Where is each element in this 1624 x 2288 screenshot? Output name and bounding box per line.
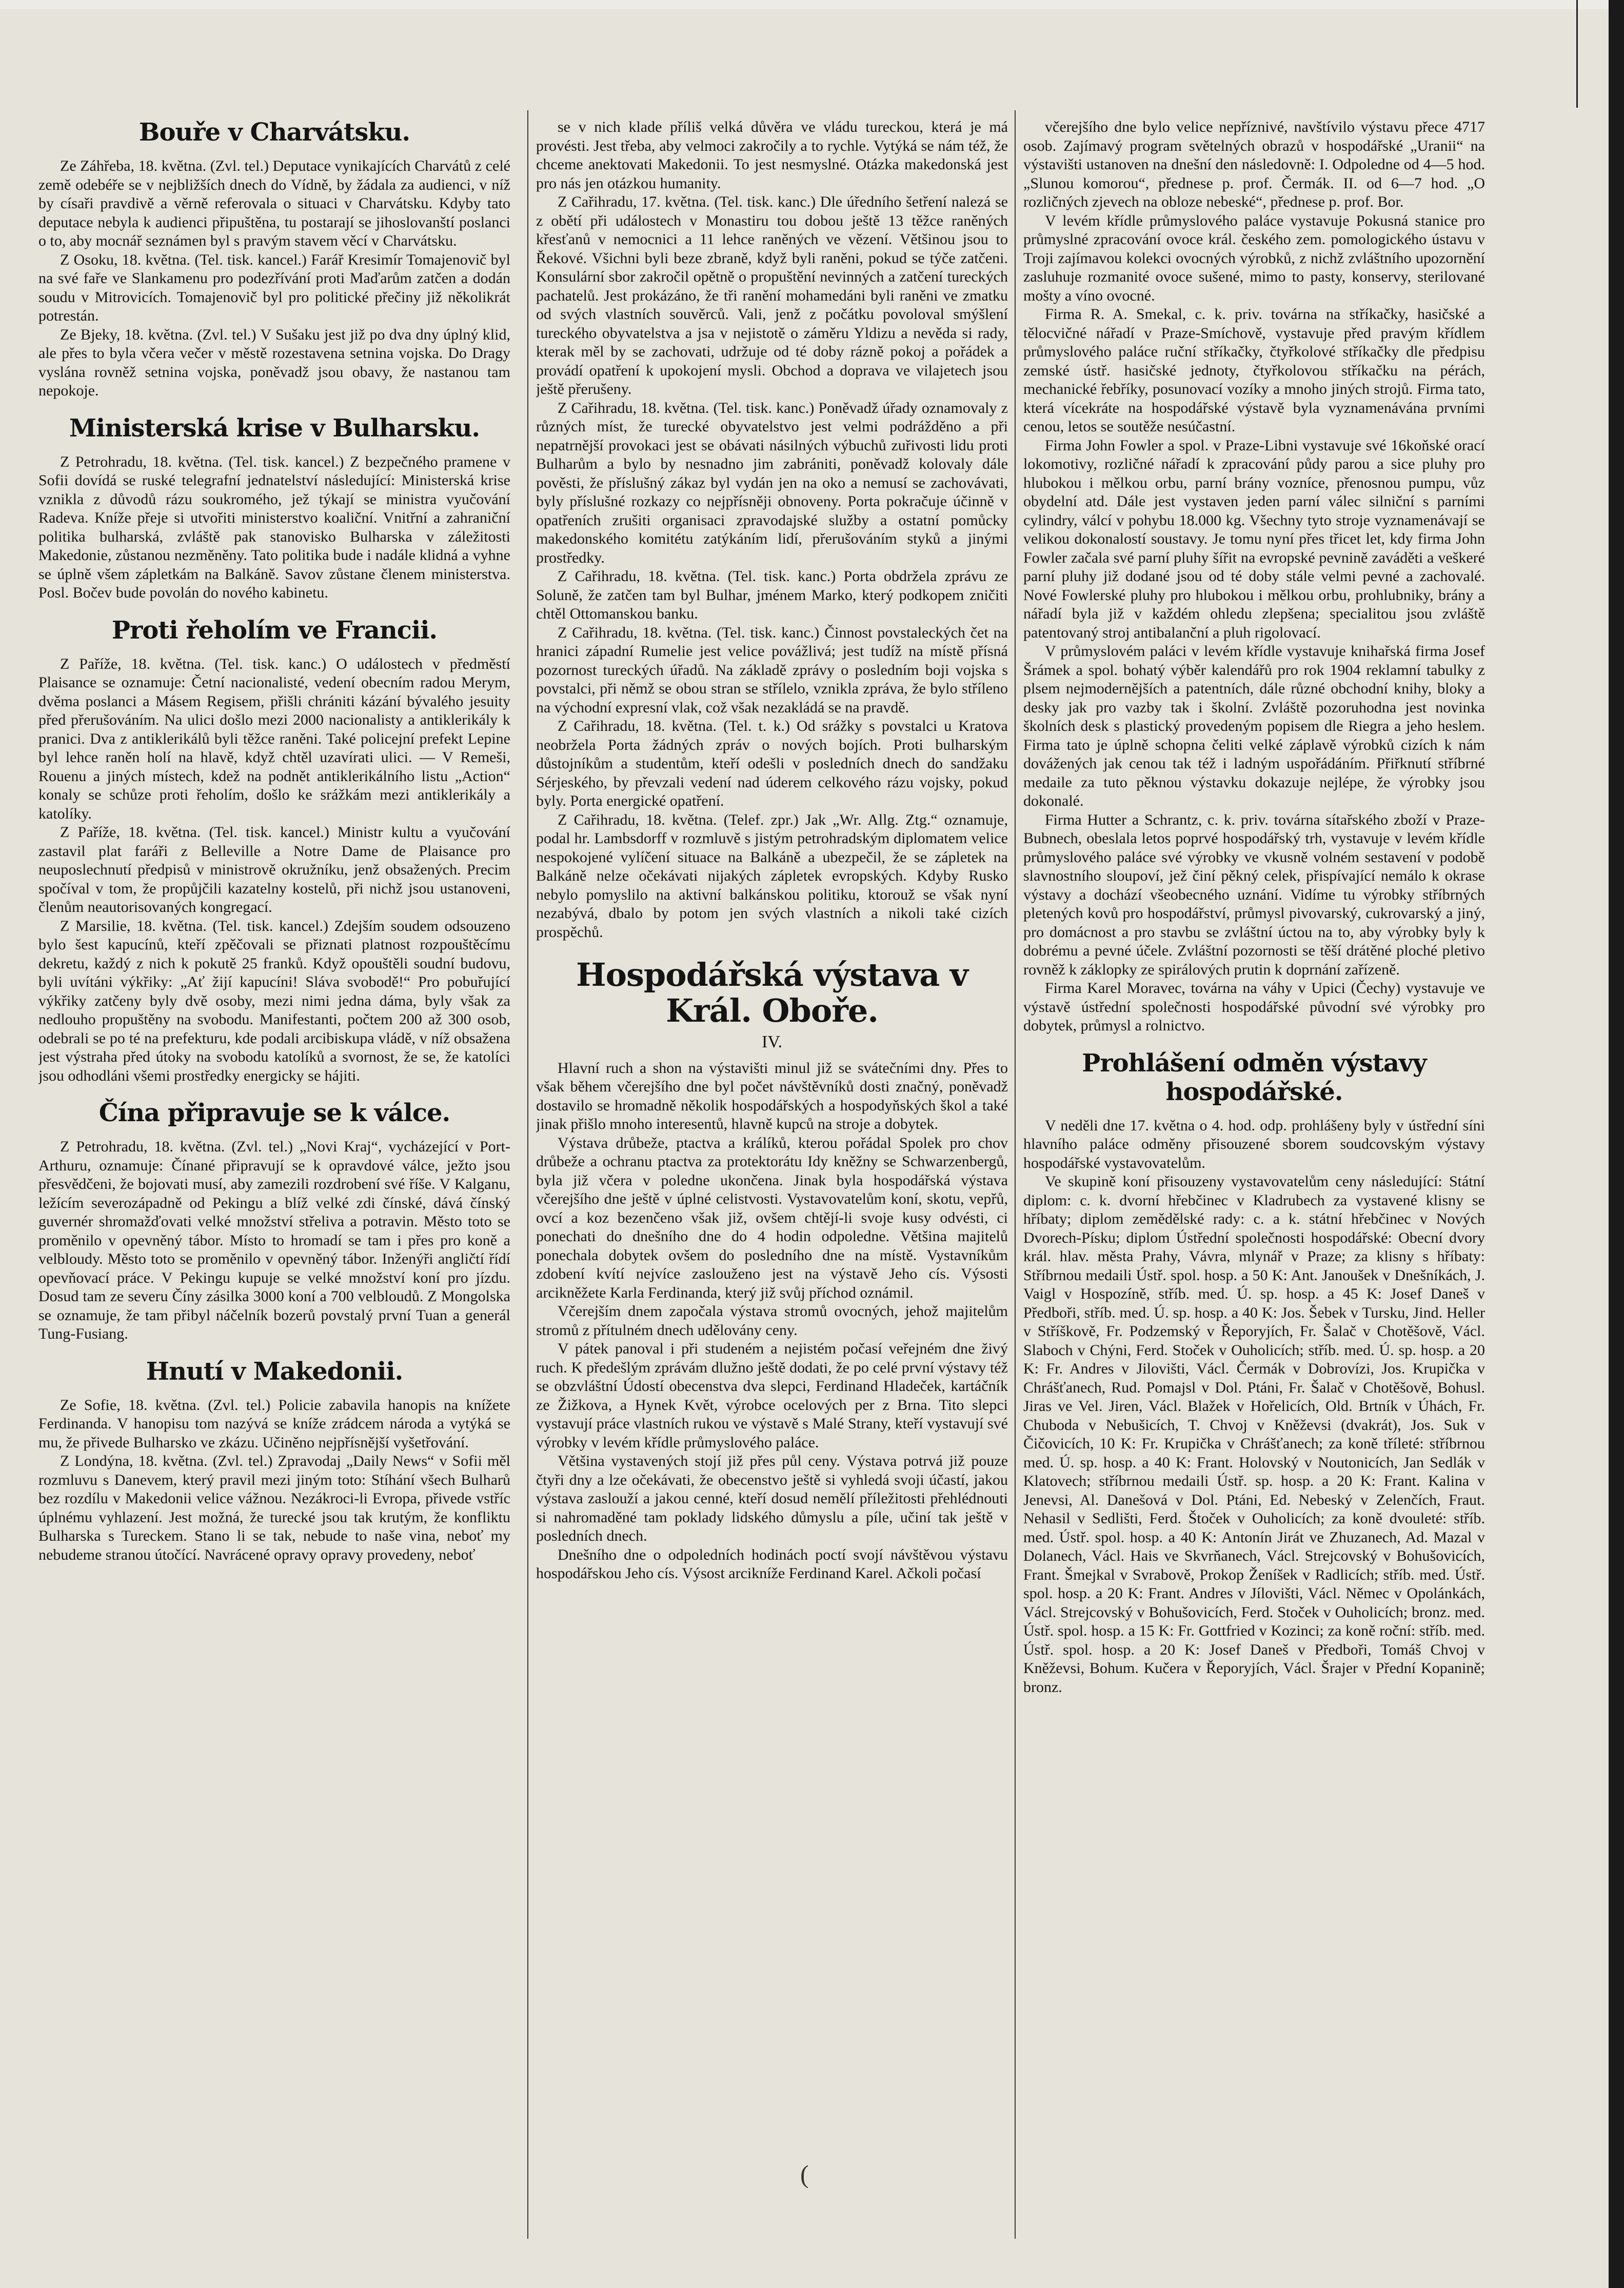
article-paragraph: Z Londýna, 18. května. (Zvl. tel.) Zpravodaj „Daily News“ v Sofii měl rozmluvu s Danevem, který pravil mezi jiným toto: Stíhání všech Bulharů bez rozdílu v Makedonii velice vážnou. Nezákroci-li Evropa, přivede vstříc úplnému vyhlazení. Jest možná, že turecké jsou tak krutým, že konfliktu Bulharska s Tureckem. Stano li se tak, nebude to naše vina, neboť my nebudeme stranou útočící. Navrácené opravy opravy provedeny, neboť [38,1453,510,1563]
scan-top-edge [0,0,1624,9]
article-headline: Hnutí v Makedonii. [146,1357,403,1386]
article-paragraph: Z Cařihradu, 18. května. (Tel. tisk. kanc.) Činnost povstaleckých čet na hranici západní Rumelie jest velice povážlivá; jest tudíž na místě přísná pozornost tureckých úřadů. Na základě zprávy o posledním boji vojska s povstalci, při němž se obou stran se střílelo, vznikla zpráva, že bylo střílenо na východní expresní vlak, což však nezakládá se na pravdě. [536,624,1008,716]
article-paragraph: Dnešního dne o odpoledních hodinách poctí svojí návštěvou výstavu hospodářskou Jeho cís. Výsost arcikníže Ferdinand Karel. Ačkoli počasí [536,1546,1008,1582]
article [38,414,510,603]
article-paragraph: Firma John Fowler a spol. v Praze-Libni vystavuje své 16koňské orací lokomotivy, rozličné nářadí k zpracování půdy parou a sice pluhy pro hlubokou i mělkou orbu, parní brány vozníce, přenosnou pumpu, vůz obydelní atd. Dále jest vystaven jeden parní válec silniční s parními cylindry, válcí v pohybu 18.000 kg. Všechny tyto stroje vyznamenávají se velikou dokonalostí soustavy. Je tomu nyní přes třicet let, kdy firma John Fowler začala své parní pluhy šířit na evropské pevnině zaváděti a veškeré parní pluhy již dodané jsou od té doby stále velmi pevné a zachovalé. Nové Fowlerské pluhy pro hlubokou i mělkou orbu, prohlubniky, brány a nářadí byla již v každém ohledu zlepšena; specialitou jsou zvláště patentovaný stroj antibalanční a pluh rigolovací. [1023,436,1485,641]
article-paragraph: Ve skupině koní přisouzeny vystavovatelům ceny následující: Státní diplom: c. k. dvorní hřebčinec v Kladrubech za vystavené klisny se hříbaty; diplom zemědělské rady: c. a k. státní hřebčinec v Nových Dvorech-Písku; diplom Ústřední společnosti hospodářské: Obecní dvory král. hlav. města Prahy, Vávra, mlynář v Praze; za klisny s hříbaty: Stříbrnou medaili Ústř. spol. hosp. a 50 K: Ant. Janoušek v Dnešníkách, J. Vaigl v Hospozíně, stříb. med. Ú. sp. hosp. a 45 K: Josef Daneš v Předboři, stříb. med. Ú. sp. hosp. a 40 K: Jos. Šebek v Tursku, Jind. Heller v Stříškově, Fr. Podzemský v Řeporyjích, Fr. Šalač v Chotěšově, Václ. Slaboch v Chýni, Ferd. Stoček v Ouholicích; stříb. med. Ú. sp. hosp. a 20 K: Fr. Andres v Jilovišti, Václ. Čermák v Dobrovízi, Jos. Krupička v Chrášťanech, Rud. Pomajsl v Dol. Ptáni, Fr. Šalač v Chotěšově, Bohusl. Jiras ve Vel. Jiren, Václ. Blažek v Hořelicích, Old. Brtník v Úhách, Fr. Chuboda v Nebušicích, T. Chvoj v Kněževsi (dvakrát), Jos. Suk v Čičovicích, 10 K: Fr. Krupička v Chrášťanech; za koně tříleté: stříbrnou med. Ú. sp. hosp. a 40 K: Frant. Holovský v Noutonicích, Jan Sedlák v Klatovech; stříbrnou medaili Ústř. sp. hosp. a 20 K: Frant. Kalina v Jenevsi, Al. Danešová v Dol. Ptáni, Ed. Nebeský v Zelenčích, Fraut. Nehasil v Sedlišti, Ferd. Štoček v Ouholicích; za koně dvouleté: stříb. med. Ústř. spol. hosp. a 40 K: Antonín Jirát ve Zhuzanech, Ad. Mazal v Dolanech, Václ. Hais ve Skvrňanech, Václ. Strejcovský v Bohušovicích, Frant. Šmejkal v Svrabově, Prokop Ženíšek v Radlicích; stříb. med. Ústř. spol. hosp. a 20 K: Frant. Andres v Jílovišti, Václ. Němec v Opolánkách, Václ. Strejcovský v Bohušovicích, Ferd. Stoček v Ouholicích; bronz. med. Ústř. spol. hosp. a 15 K: Fr. Gottfried v Kozinci; za koně roční: stříb. med. Ústř. spol. hosp. a 20 K: Josef Daneš v Předboři, Tomáš Chvoj v Kněževsi, Bohum. Kučera v Řeporyjích, Václ. Šrajer v Přední Kopanině; bronz. [1023,1173,1485,1696]
article-paragraph: Ze Sofie, 18. května. (Zvl. tel.) Policie zabavila hanopis na knížete Ferdinanda. V hanopisu tom nazývá se kníže zrádcem národa a vytýká se mu, že přivede Bulharsko ve zkázu. Učiněno nejpřísnější vyšetřování. [38,1396,510,1451]
column-right [1023,118,1485,2241]
article-paragraph: Z Paříže, 18. května. (Tel. tisk. kanc.) O událostech v předměstí Plaisance se oznamuje: Četní nacionalisté, vedení obecním radou Merym, dvěma poslanci a Másem Regisem, přišli chrániti kázání bývalého jesuity před přerušováním. Na ulici došlo mezi 2000 nacionalisty a antiklerikály k pranici. Dva z antiklerikálů byli těžce raněni. Také policejní prefekt Lepine byl lehce raněn holí na hlavě, když chtěl uzavírati ulici. — V Remeši, Rouenu a jiných místech, kdež na podnět antiklerikálního listu „Action“ konaly se schůze proti řeholím, došlo ke srážkám mezi antiklerikály a katolíky. [38,655,510,822]
article-paragraph: Výstava drůbeže, ptactva a králíků, kterou pořádal Spolek pro chov drůbeže a ochranu ptactva za protektorátu Idy kněžny se Schwarzenbergů, byla již včera v poledne ukončena. Jinak byla hospodářská výstava včerejšího dne ještě v úplné celistvosti. Vystavovatelům koní, skotu, vepřů, ovcí a koz bezenčeno však již, ovšem chtějí-li svoje kusy odvésti, ci ponechati do dnešního dne do 4 hodin odpoledne. Většina majitelů ponechala dobytek ovšem do posledního dne na místě. Vystavníkům zdobení kvítí nejvíce zaslouženo jest na výstavě Jeho cís. Výsosti arcikněžete Karla Ferdinanda, který již svůj příchod oznámil. [536,1134,1008,1301]
article-paragraph: Z Cařihradu, 18. května. (Telef. zpr.) Jak „Wr. Allg. Ztg.“ oznamuje, podal hr. Lambsdorff v rozmluvě s jistým petrohradským diplomatem velice nespokojené vylíčení situace na Balkáně a ubezpečil, že se zápletek na Balkáně nelze očekávati nijakých zápletek evropských. Kdyby Rusko nebylo pomyslilo na aktivní balkánskou politiku, ktorouž se však nyní nezabývá, dbalo by potom jen svých vlastních a nikoli také cizích prospěchů. [536,811,1008,941]
article-paragraph: Z Cařihradu, 18. května. (Tel. tisk. kanc.) Porta obdržela zprávu ze Soluně, že zatčen tam byl Bulhar, jménem Marko, který podkopem zničiti chtěl Ottomanskou banku. [536,568,1008,622]
article [38,118,510,401]
article-paragraph: se v nich klade příliš velká důvěra ve vládu tureckou, která je má provésti. Jest třeba, aby velmoci zakročily a to rychle. Vytýká se nám též, že chceme anektovati Makedonii. To jest nesmyslné. Otázka makedonská jest pro nás jen otázkou humanity. [536,118,1008,192]
margin-bracket-mark [1576,0,1602,108]
article-headline: Prohlášení odměn výstavy hospodářské. [1082,1048,1427,1106]
article-paragraph: Z Cařihradu, 17. května. (Tel. tisk. kanc.) Dle úředního šetření nalezá se z obětí při událostech v Monastiru tou dobou ještě 13 těžce raněných křesťanů v nemocnici a 11 lehce raněných ve vězení. Většinou jsou to Řekové. Všichni byli beze zbraně, když byli raněni, pokud se týče zatčeni. Konsulární sbor zakročil opětně o propuštění nevinných a zatčení tureckých pachatelů. Jest prokázáno, že tři ranění mohamedáni byli raněni ve zmatku od svých vlastních souvěrců. Vali, jenž z počátku povoloval smýšlení tureckého obyvatelstva a jsa v nejistotě o záměru Yldizu a nevěda si rady, kterak měl by se zachovati, udržuje od té doby rázně pokoj a pořádek a provádí opatření k upokojení mysli. Obchod a doprava ve vilajetech jsou ještě přerušeny. [536,193,1008,397]
scan-right-edge [1609,0,1624,2288]
page-bottom-mark: ( [800,2160,809,2188]
article [38,616,510,1086]
article-paragraph: Firma Karel Moravec, továrna na váhy v Upici (Čechy) vystavuje ve výstavě ústřední společnosti hospodářské původní své výrobky pro dobytek, průmysl a rolnictvo. [1023,980,1485,1034]
article-paragraph: Většina vystavených stojí již přes půl ceny. Výstava potrvá již pouze čtyři dny a lze očekávati, že obecenstvo ještě si vyhledá svoji účastí, jakou výstava zaslouží a jakou cenné, kteří dosud nemělí příležitosti přehlédnouti si nahromaděné tam poklady lidského důmyslu a píle, učiní tak ještě v posledních dnech. [536,1453,1008,1544]
article-paragraph: včerejšího dne bylo velice nepříznivé, navštívilo výstavu přece 4717 osob. Zajímavý program světelných obrazů v hospodářské „Uranii“ na výstavišti ustanoven na dnešní den následovně: I. Odpoledne od 4—5 hod. „Slunou komorou“, přednese p. prof. Čermák. II. od 6—7 hod. „O rozličných zjevech na obloze nebeské“, přednese p. prof. Bor. [1023,118,1485,210]
article-paragraph: Z Petrohradu, 18. května. (Zvl. tel.) „Novi Kraj“, vycházející v Port-Arthuru, oznamuje: Čínané připravují se k opravdové válce, ježto jsou přesvědčeni, že bojovati musí, aby zamezili rozdrobení své říše. V Kalganu, ležícím severozápadně od Pekingu a blíž velké zdi čínské, dává čínský guvernér shromažďovati velké množství střeliva a potravin. Město toto se proměnilo v opevněný tábor. Místo to hromadí se tam i přes pro koně a velbloudy. Město toto se proměnilo v opevněný tábor. Inženýři angličtí řídí opevňovací práce. V Pekingu kupuje se velké množství koní pro jízdu. Dosud tam ze severu Číny zásilka 3000 koní a 700 velbloudů. Z Mongolska se oznamuje, že tam přibyl náčelník bozerů povstalý první Tuan a generál Tung-Fusiang. [38,1138,510,1342]
article-paragraph: V průmyslovém paláci v levém křídle vystavuje knihařská firma Josef Šrámek a spol. bohatý výběr kalendářů pro rok 1904 reklamní tabulky z plsem nejmodernějších a patentních, dále různé obchodní knihy, bloky a desky jak pro vazby tak i školní. Zvláště pozoruhodna jest novinka školních desk s plastický provedeným popisem dle Riegra a jeho heslem. Firma tato je úplně schopna čeliti velké záplavě výrobků cizích k nám dovážených jak cenou tak též i ladným uspořádáním. Přiřknutí stříbrné medaile za tuto pěknou výstavku dokazuje nejlépe, že výrobky jsou dokonalé. [1023,643,1485,809]
article-paragraph: V neděli dne 17. května o 4. hod. odp. prohlášeny byly v ústřední síni hlavního paláce odměny přisouzené sborem soudcovským výstavy hospodářské vystavovatelům. [1023,1117,1485,1171]
article-paragraph: Ze Záhřeba, 18. května. (Zvl. tel.) Deputace vynikajících Charvátů z celé země odebéře se v nejbližších dnech do Vídně, by žádala za audienci, v níž by císaři pravdivě a věrně referovala o situaci v Charvátsku. Kdyby tato deputace nebyla k audienci připuštěna, tu postarají se jihoslovanští poslanci o to, aby mocnář seznámen byl s pravým stavem věcí v Charvátsku. [38,157,510,249]
article-paragraph: Ze Bjeky, 18. května. (Zvl. tel.) V Sušaku jest již po dva dny úplný klid, ale přes to byla včera večer v městě rozestavena setnina vojska. Do Dragy vyslána rovněž setnina vojska, poněvadž jsou obavy, že nastanou tam nepokoje. [38,326,510,399]
article [38,1357,510,1565]
column-middle [536,118,1008,2241]
article-paragraph: Z Paříže, 18. května. (Tel. tisk. kancel.) Ministr kultu a vyučování zastavil plat faráři z Belleville a Notre Dame de Plaisance pro neuposlechnutí předpisů v ministrově okružníku, jenž obsažených. Precim spočíval v tom, že propůjčili kazatelny kostelů, při nichž jsou ustanoveni, členům neautorisovaných kongregací. [38,824,510,916]
article-paragraph: Z Marsilie, 18. května. (Tel. tisk. kancel.) Zdejším soudem odsouzeno bylo šest kapucínů, kteří zpěčovali se přiznati platnost rozpouštěcímu dekretu, každý z nich k pokutě 25 franků. Když opouštěli soudní budovu, byli uvítáni výkřiky: „Ať žijí kapucíni! Sláva svobodě!“ Pro pobuřující výkřiky zatčeny byly dvě osoby, mezi nimi jedna dáma, byly však za nedlouho propuštěny na svobodu. Manifestanti, počtem 200 až 300 osob, odebrali se po té na prefekturu, kde podali arcibiskupa vládě, v níž obsažena jest výstraha před útoky na svobodu katolíků a svornost, že se, že katolíci jsou odhodláni všemi prostředky energicky se hájiti. [38,917,510,1084]
article-paragraph: Firma Hutter a Schrantz, c. k. priv. továrna sítařského zboží v Praze-Bubnech, obeslala letos poprvé hospodářský trh, vystavuje v levém křídle průmyslového paláce své výrobky ve vkusně volném sestavení v podobě slavnostního sloupoví, jež činí pěkný celek, přispívající nemálo k okrase výstavy a dochází všeobecného uznání. Vidíme tu výrobky stříbrných pletených kovů pro hospodářství, průmysl pivovarský, cukrovarský a jiný, pro domácnost a pro stavbu se zvláštní úctou na to, aby výrobky byly k dobrému a pevné účele. Zvláštní pozornosti se těší drátěné ploché pletivo rovněž k záklopky ze spirálových prutin k doprnání zařízeně. [1023,811,1485,978]
article-headline: Hospodářská výstava v Král. Oboře. [576,956,968,1029]
article-part-number: IV. [762,1032,782,1051]
article [1023,1049,1485,1697]
article-headline: Bouře v Charvátsku. [138,118,410,147]
column-left [38,118,510,2241]
article-paragraph: Z Petrohradu, 18. května. (Tel. tisk. kancel.) Z bezpečného pramene v Sofii dovídá se ruské telegrafní jednatelství následující: Ministerská krise vznikla z důvodů rázu soukromého, jež týkají se ministra vyučování Radeva. Kníže přeje si utvořiti ministerstvo koaliční. Vnitřní a zahraniční politika bulharská, zvláště pak stanovisko Bulharska v záležitosti Makedonie, zůstanou nezměněny. Tato politika bude i nadále klidná a vyhne se úplně všem zápletkám na Balkáně. Savov zůstane členem ministerstva. Posl. Bočev bude povolán do nového kabinetu. [38,453,510,601]
article-headline: Ministerská krise v Bulharsku. [69,413,480,443]
article-paragraph: Firma R. A. Smekal, c. k. priv. továrna na stříkačky, hasičské a tělocvičné nářadí v Praze-Smíchově, vystavuje před pravým křídlem průmyslového paláce ruční stříkačky, čtyřkolové stříkačky dle předpisu zemské ústř. hasičské jednoty, čtyřkolovou stříkačku na pérách, mechanické řebříky, posunovací vozíky a mnoho jiných strojů. Firma tato, která vícekráte na hospodářské výstavě byla vyznamenávána prvními cenou, letos se soutěže nesúčastní. [1023,306,1485,435]
article-paragraph: Z Cařihradu, 18. května. (Tel. t. k.) Od srážky s povstalci u Kratova neobržela Porta žádných zpráv o nových bojích. Proti bulharským důstojníkům a studentům, kteří odešli v posledních dnech do sandžaku Sérjeského, by převzali vedení nad úderem celkového rázu vojsky, pokud byly. Porta energické opatření. [536,718,1008,809]
article-paragraph: Z Cařihradu, 18. května. (Tel. tisk. kanc.) Poněvadž úřady oznamovaly z různých míst, že turecké obyvatelstvo jest velmi podrážděno a při nepatrnější provokaci jest se obávati násilných výbuchů zuřivosti lidu proti Bulharům a bylo by nesnadno jim zabrániti, poněvadž kolovaly dále pověsti, že příslušný zákaz byl vydán jen na oko a nemusí se zachovávati, byly příslušné rozkazy co nejpřísněji obnoveny. Porta pokračuje účinně v opatřeních zrušiti organisaci zpravodajské služby a ostatní pomůcky makedonského komitétu zatýkáním lidí, přerušováním styků a jinými prostředky. [536,399,1008,566]
article-paragraph: Hlavní ruch a shon na výstavišti minul již se svátečními dny. Přes to však během včerejšího dne byl počet návštěvníků dosti značný, poněvadž dostavilo se hromadně několik hospodářských a hospodyňských škol a také jinak přišlo mnoho interesentů, hlavně kupců na stroje a dobytek. [536,1059,1008,1132]
article [536,118,1008,942]
article-headline: Čína připravuje se k válce. [98,1099,450,1127]
article [536,1546,1008,1583]
article-paragraph: Včerejším dnem započala výstava stromů ovocných, jehož majitelům stromů z přítulném dnech udělovány ceny. [536,1303,1008,1339]
article-paragraph: V levém křídle průmyslového paláce vystavuje Pokusná stanice pro průmyslné zpracování ovoce král. českého zem. pomologického ústavu v Troji zajímavou kolekci ovocných výrobků, z nichž zvláštního upozornění zasluhuje rozmanité ovoce sušené, mimo to pasty, konservy, sterilované mošty a víno ovocné. [1023,212,1485,304]
article-headline: Proti řeholím ve Francii. [111,615,438,645]
article-paragraph: V pátek panoval i při studeném a nejistém počasí veřejném dne živý ruch. K předešlým zprávám dlužno ještě dodati, že po celé první výstavy též se obzvláštní Údostí obecenstva dva slepci, Ferdinand Hladeček, kartáčník ze Žižkova, a Hynek Květ, výrobce ocelových per z Brna. Tito slepci vystavují práce vlastních rukou ve výstavě s Malé Strany, kteří vystavují své výrobky v levém křídle průmyslového paláce. [536,1340,1008,1451]
article-paragraph: Z Osoku, 18. května. (Tel. tisk. kancel.) Farář Kresimír Tomajenovič byl na své faře ve Slankamenu pro podezřívání proti Maďarům zatčen a dodán soudu v Mitrovicích. Tomajenovič byl pro politické přečiny již několikrát potrestán. [38,251,510,324]
column-rule-left [527,110,528,2239]
article [536,957,1008,1546]
column-rule-right [1015,110,1016,2239]
article [1023,118,1485,1036]
article [38,1099,510,1344]
